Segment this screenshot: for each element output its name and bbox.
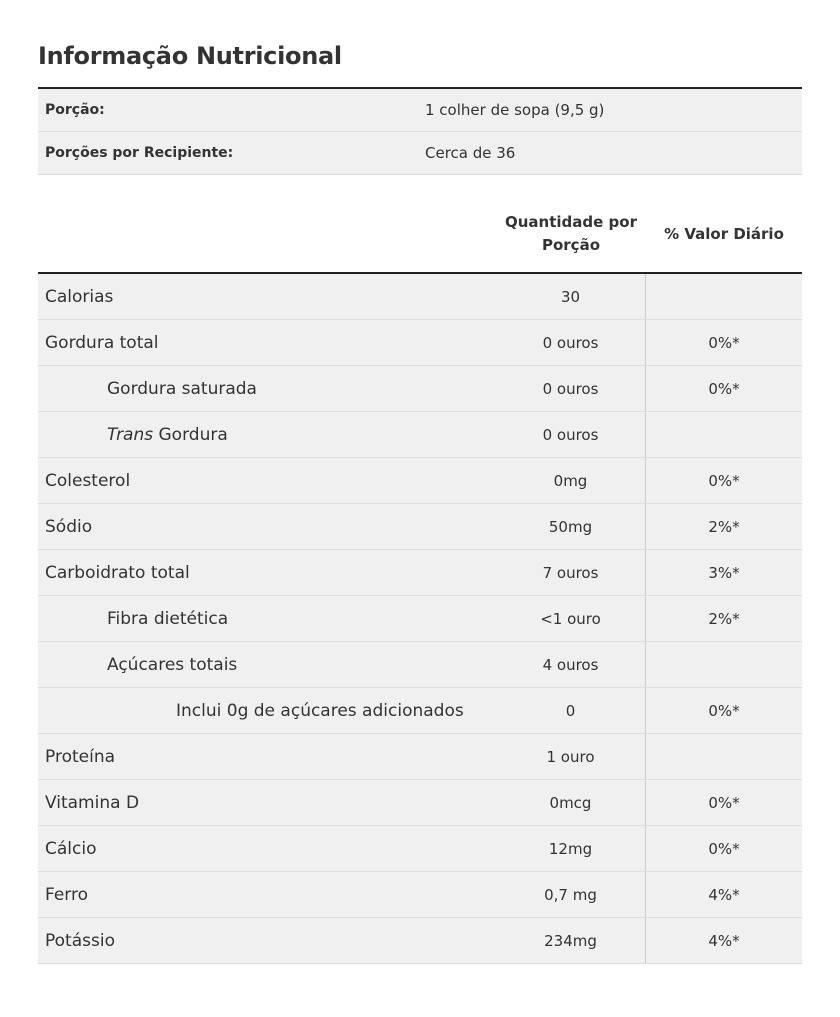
nutrient-daily-value: 4%* <box>708 885 740 904</box>
servings-per-container-row <box>38 132 802 175</box>
nutrient-name: Colesterol <box>45 470 131 491</box>
table-row <box>38 596 802 642</box>
serving-size-row <box>38 89 802 132</box>
table-row <box>38 320 802 366</box>
nutrient-name: Proteína <box>45 746 116 767</box>
table-row <box>38 780 802 826</box>
table-row <box>38 642 802 688</box>
header-daily-value: % Valor Diário <box>664 225 784 243</box>
nutrient-daily-value: 0%* <box>708 701 740 720</box>
nutrient-name: Potássio <box>45 930 115 951</box>
nutrient-amount: 7 ouros <box>496 550 646 595</box>
nutrient-amount: 4 ouros <box>496 642 646 687</box>
nutrient-name-rest: Gordura <box>153 424 228 445</box>
header-amount-line2: Porção <box>541 236 600 254</box>
nutrient-amount: 234mg <box>496 918 646 963</box>
nutrient-name: Açúcares totais <box>107 654 238 675</box>
nutrient-amount: 0mg <box>496 458 646 503</box>
nutrient-daily-value: 0%* <box>708 839 740 858</box>
nutrient-amount: 12mg <box>496 826 646 871</box>
nutrient-daily-value: 2%* <box>708 517 740 536</box>
nutrient-name: Cálcio <box>45 838 97 859</box>
nutrient-name: Carboidrato total <box>45 562 190 583</box>
table-row <box>38 918 802 964</box>
nutrient-amount: 50mg <box>496 504 646 549</box>
serving-size-value: 1 colher de sopa (9,5 g) <box>425 101 605 119</box>
nutrient-daily-value: 3%* <box>708 563 740 582</box>
table-row <box>38 826 802 872</box>
nutrient-name: Calorias <box>45 286 114 307</box>
nutrient-name: Fibra dietética <box>107 608 229 629</box>
page-title: Informação Nutricional <box>38 42 342 70</box>
nutrient-table <box>38 198 802 964</box>
nutrient-name: Sódio <box>45 516 93 537</box>
nutrient-amount: <1 ouro <box>496 596 646 641</box>
nutrient-daily-value: 0%* <box>708 333 740 352</box>
nutrient-name <box>38 412 496 457</box>
nutrient-amount: 0 <box>496 688 646 733</box>
nutrient-daily-value <box>646 642 802 687</box>
nutrient-amount: 30 <box>496 274 646 319</box>
nutrient-amount: 0,7 mg <box>496 872 646 917</box>
nutrient-daily-value: 0%* <box>708 793 740 812</box>
servings-per-container-label: Porções por Recipiente: <box>45 145 234 161</box>
servings-per-container-value: Cerca de 36 <box>425 144 516 162</box>
nutrient-name-italic: Trans <box>107 424 154 445</box>
nutrient-daily-value <box>646 734 802 779</box>
nutrient-amount: 0mcg <box>496 780 646 825</box>
nutrient-name: Gordura total <box>45 332 159 353</box>
nutrient-daily-value: 0%* <box>708 379 740 398</box>
header-amount-per-serving <box>496 198 646 257</box>
nutrient-amount: 0 ouros <box>496 320 646 365</box>
nutrient-name: Inclui 0g de açúcares adicionados <box>176 700 464 721</box>
nutrient-name: Ferro <box>45 884 89 905</box>
nutrient-daily-value <box>646 274 802 319</box>
nutrient-name: Vitamina D <box>45 792 140 813</box>
table-row <box>38 550 802 596</box>
nutrient-daily-value: 4%* <box>708 931 740 950</box>
serving-size-label: Porção: <box>45 102 105 118</box>
serving-info <box>38 87 802 175</box>
table-row <box>38 366 802 412</box>
nutrient-amount: 0 ouros <box>496 366 646 411</box>
header-amount-line1: Quantidade por <box>505 213 637 231</box>
nutrient-daily-value <box>646 412 802 457</box>
table-row <box>38 458 802 504</box>
table-row <box>38 872 802 918</box>
table-header <box>38 198 802 274</box>
nutrient-daily-value: 0%* <box>708 471 740 490</box>
nutrient-name: Gordura saturada <box>107 378 257 399</box>
nutrient-daily-value: 2%* <box>708 609 740 628</box>
table-row <box>38 734 802 780</box>
nutrient-amount: 1 ouro <box>496 734 646 779</box>
table-row <box>38 412 802 458</box>
table-row <box>38 688 802 734</box>
table-row <box>38 274 802 320</box>
nutrient-amount: 0 ouros <box>496 412 646 457</box>
table-row <box>38 504 802 550</box>
